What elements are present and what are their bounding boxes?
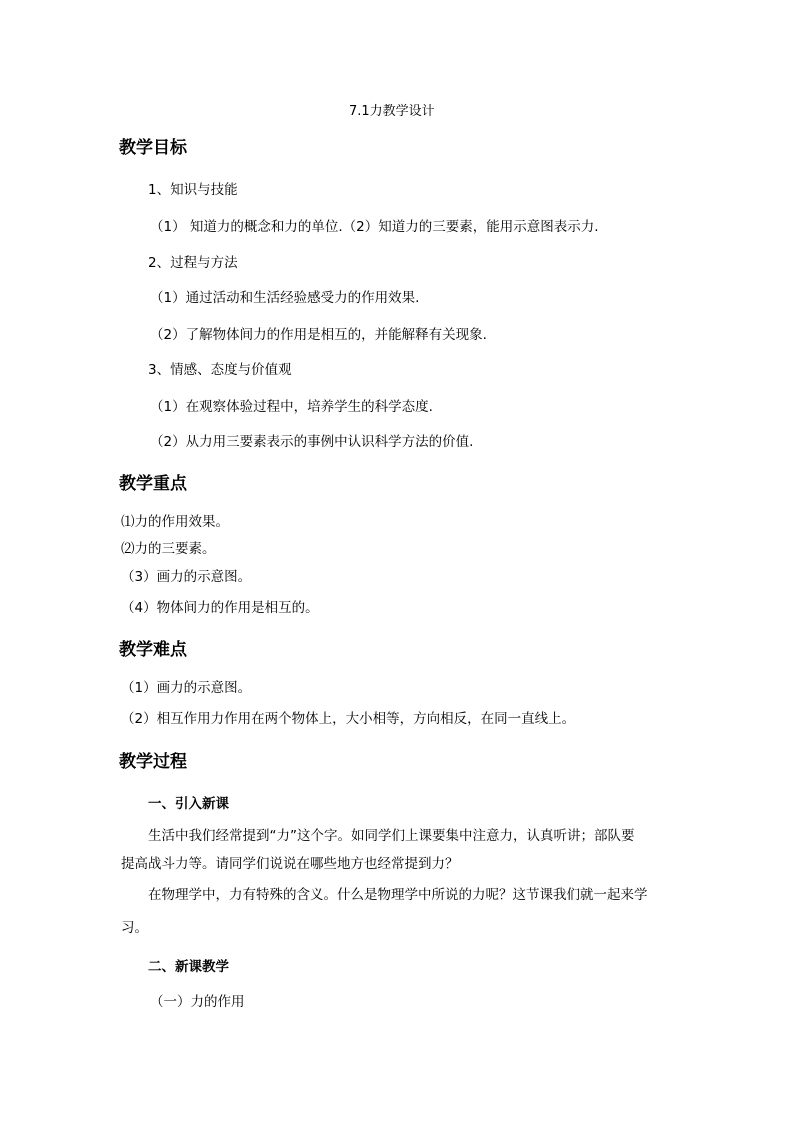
intro-paragraph-line: 提高战斗力等。请同学们说说在哪些地方也经常提到力？ xyxy=(121,856,459,872)
section-heading-process: 教学过程 xyxy=(119,752,187,772)
subsection-heading: （一）力的作用 xyxy=(150,994,245,1010)
intro-paragraph-line: 习。 xyxy=(121,920,148,936)
objective-item: 1、知识与技能 xyxy=(148,182,238,198)
objective-item: （1）通过活动和生活经验感受力的作用效果. xyxy=(150,290,420,306)
key-point-item: ⑵力的三要素。 xyxy=(121,541,216,557)
objective-item: （1）在观察体验过程中，培养学生的科学态度. xyxy=(150,399,433,415)
section-heading-difficulties: 教学难点 xyxy=(119,640,187,660)
difficulty-item: （1）画力的示意图。 xyxy=(121,680,252,696)
document-title: 7.1力教学设计 xyxy=(349,104,435,119)
key-point-item: ⑴力的作用效果。 xyxy=(121,514,229,530)
objective-item: （2）从力用三要素表示的事例中认识科学方法的价值. xyxy=(150,434,474,450)
new-lesson-heading: 二、新课教学 xyxy=(148,959,229,975)
objective-item: 2、过程与方法 xyxy=(148,255,238,271)
intro-heading: 一、引入新课 xyxy=(148,796,229,812)
objective-item: 3、情感、态度与价值观 xyxy=(148,362,292,378)
difficulty-item: （2）相互作用力作用在两个物体上，大小相等，方向相反，在同一直线上。 xyxy=(121,711,576,727)
section-heading-objectives: 教学目标 xyxy=(119,138,187,158)
key-point-item: （4）物体间力的作用是相互的。 xyxy=(121,600,319,616)
intro-paragraph-line: 生活中我们经常提到“力”这个字。如同学们上课要集中注意力，认真听讲；部队要 xyxy=(148,828,635,844)
objective-item: （1） 知道力的概念和力的单位.（2）知道力的三要素，能用示意图表示力. xyxy=(150,219,599,235)
intro-paragraph-line: 在物理学中，力有特殊的含义。什么是物理学中所说的力呢？这节课我们就一起来学 xyxy=(148,887,648,903)
key-point-item: （3）画力的示意图。 xyxy=(121,569,252,585)
objective-item: （2）了解物体间力的作用是相互的，并能解释有关现象. xyxy=(150,327,487,343)
section-heading-key-points: 教学重点 xyxy=(119,474,187,494)
